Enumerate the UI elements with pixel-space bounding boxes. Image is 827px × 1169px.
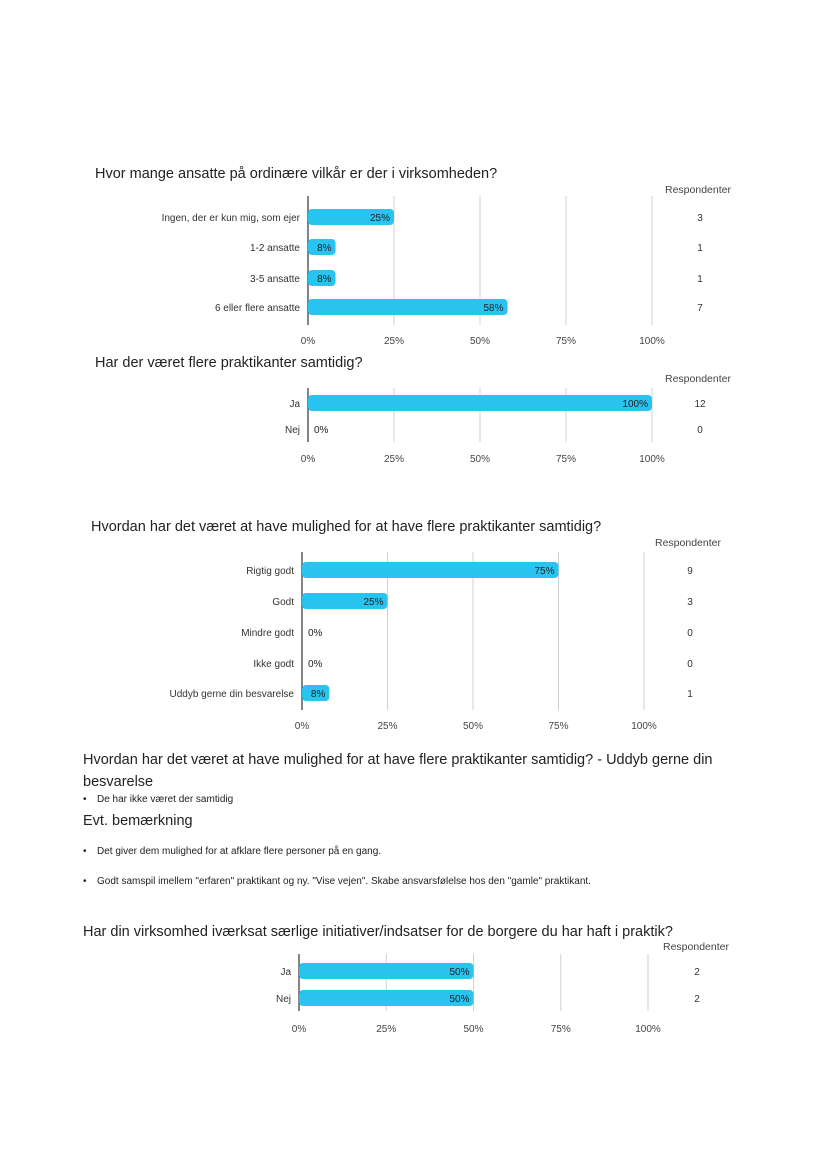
- remarks-title: Evt. bemærkning: [83, 813, 193, 829]
- x-tick-label: 75%: [555, 336, 577, 347]
- respondents-header: Respondenter: [665, 373, 731, 385]
- respondent-count: 7: [697, 303, 703, 314]
- list-item: • Det giver dem mulighed for at afklare flere personer på en gang.: [83, 845, 591, 859]
- x-tick-label: 0%: [300, 454, 316, 465]
- data-label: 8%: [317, 274, 332, 285]
- respondent-count: 1: [697, 274, 703, 285]
- list-item: • Godt samspil imellem "erfaren" praktikant og ny. "Vise vejen". Skabe ansvarsfølelse hos den "gamle" praktikant.: [83, 875, 591, 889]
- data-label: 8%: [317, 243, 332, 254]
- category-label: Uddyb gerne din besvarelse: [169, 689, 294, 700]
- category-label: Nej: [284, 425, 300, 436]
- data-label: 0%: [308, 659, 323, 670]
- x-tick-label: 50%: [469, 336, 491, 347]
- x-tick-label: 0%: [300, 336, 316, 347]
- chart-title: Hvor mange ansatte på ordinære vilkår er der i virksomheden?: [95, 166, 498, 182]
- category-label: Ja: [289, 399, 300, 410]
- respondent-count: 1: [687, 689, 693, 700]
- category-label: Ikke godt: [253, 659, 294, 670]
- x-tick-label: 50%: [463, 1024, 484, 1035]
- x-tick-label: 75%: [548, 721, 569, 732]
- x-tick-label: 50%: [469, 454, 491, 465]
- chart-title: Har der været flere praktikanter samtidig?: [95, 355, 363, 371]
- x-tick-label: 100%: [639, 454, 665, 465]
- chart-title: Har din virksomhed iværksat særlige initiativer/indsatser for de borgere du har haft i praktik?: [83, 924, 673, 940]
- respondent-count: 0: [697, 425, 703, 436]
- category-label: Nej: [275, 994, 291, 1005]
- category-label: Ingen, der er kun mig, som ejer: [161, 213, 300, 224]
- data-label: 58%: [483, 303, 504, 314]
- respondent-count: 2: [694, 994, 700, 1005]
- x-tick-label: 50%: [462, 721, 484, 732]
- uddyb-title: Hvordan har det været at have mulighed for at have flere praktikanter samtidig? - Uddyb gerne din besvarelse: [83, 752, 713, 790]
- category-label: Ja: [280, 967, 291, 978]
- category-label: 1-2 ansatte: [249, 243, 300, 254]
- data-label: 0%: [314, 425, 329, 436]
- x-tick-label: 100%: [639, 336, 665, 347]
- x-tick-label: 0%: [294, 721, 310, 732]
- category-label: 3-5 ansatte: [249, 274, 300, 285]
- list-item: • De har ikke været der samtidig: [83, 793, 233, 807]
- category-label: Rigtig godt: [246, 566, 294, 577]
- data-label: 50%: [449, 967, 470, 978]
- bar: [299, 990, 474, 1006]
- x-tick-label: 0%: [291, 1024, 307, 1035]
- category-label: Mindre godt: [241, 628, 294, 639]
- respondents-header: Respondenter: [663, 941, 729, 953]
- respondent-count: 9: [687, 566, 693, 577]
- respondents-header: Respondenter: [665, 184, 731, 196]
- category-label: 6 eller flere ansatte: [214, 303, 300, 314]
- data-label: 8%: [310, 689, 326, 700]
- respondent-count: 0: [687, 628, 693, 639]
- respondent-count: 1: [697, 243, 703, 254]
- data-label: 25%: [369, 213, 390, 224]
- x-tick-label: 25%: [377, 721, 398, 732]
- data-label: 50%: [449, 994, 470, 1005]
- x-tick-label: 25%: [383, 454, 405, 465]
- x-tick-label: 25%: [376, 1024, 397, 1035]
- x-tick-label: 25%: [383, 336, 405, 347]
- respondents-header: Respondenter: [655, 537, 721, 549]
- bar: [299, 963, 474, 979]
- category-label: Godt: [272, 597, 294, 608]
- respondent-count: 3: [697, 213, 703, 224]
- x-tick-label: 100%: [631, 721, 657, 732]
- respondent-count: 3: [687, 597, 693, 608]
- data-label: 25%: [363, 597, 384, 608]
- data-label: 75%: [534, 566, 555, 577]
- data-label: 0%: [308, 628, 323, 639]
- chart-title: Hvordan har det været at have mulighed for at have flere praktikanter samtidig?: [91, 519, 602, 535]
- respondent-count: 0: [687, 659, 693, 670]
- x-tick-label: 100%: [635, 1024, 661, 1035]
- x-tick-label: 75%: [555, 454, 577, 465]
- x-tick-label: 75%: [550, 1024, 571, 1035]
- respondent-count: 2: [694, 967, 700, 978]
- data-label: 100%: [622, 399, 648, 410]
- respondent-count: 12: [694, 399, 706, 410]
